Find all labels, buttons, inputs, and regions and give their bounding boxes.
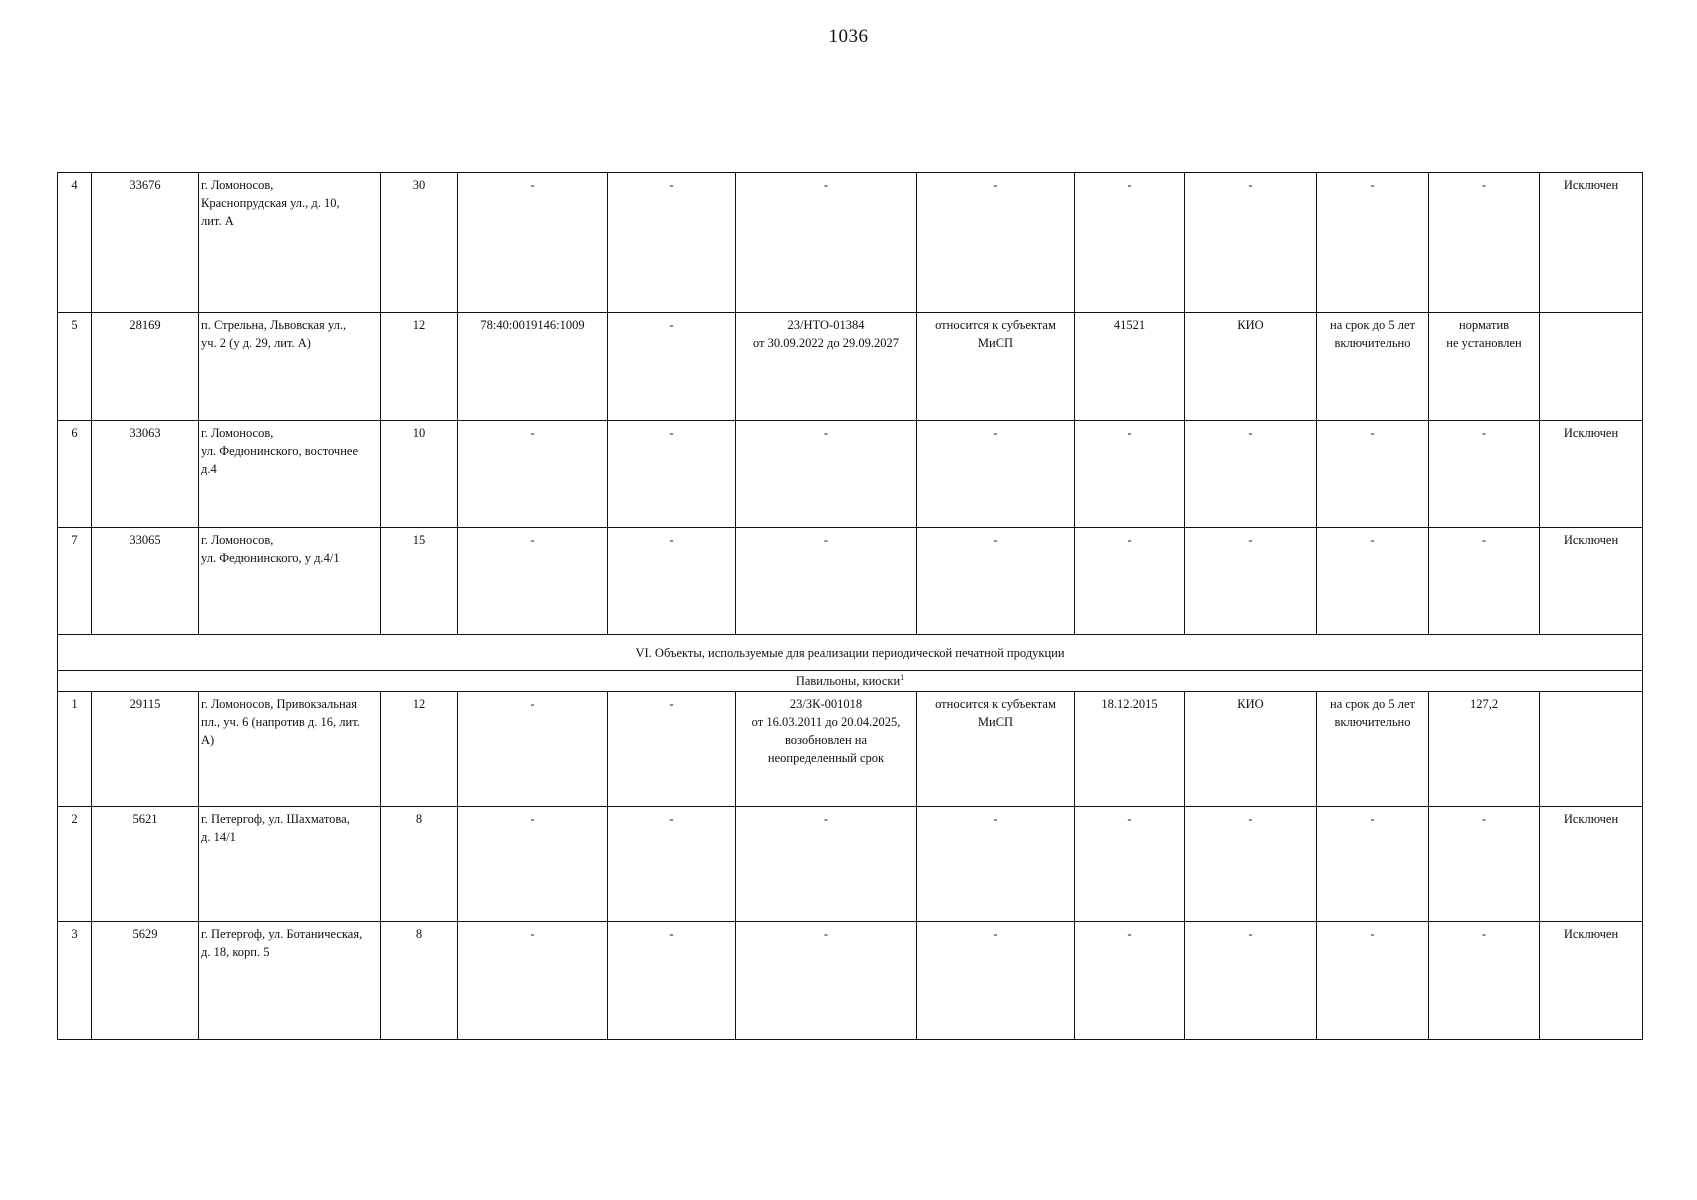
note-cell: [1540, 692, 1643, 807]
object-id-cell: 33676: [92, 173, 199, 313]
norm-cell: норматив не установлен: [1429, 313, 1540, 421]
subsection-row: [58, 671, 1643, 692]
object-id-cell: 29115: [92, 692, 199, 807]
registry-table: [57, 172, 1643, 1040]
section-row: [58, 635, 1643, 671]
table-row: [58, 528, 1643, 635]
note-cell: Исключен: [1540, 922, 1643, 1040]
area-cell: 12: [381, 692, 458, 807]
area-cell: 8: [381, 807, 458, 922]
contract-cell: -: [736, 807, 917, 922]
category-cell: -: [917, 807, 1075, 922]
note-cell: Исключен: [1540, 421, 1643, 528]
area-cell: 15: [381, 528, 458, 635]
term-cell: -: [1317, 173, 1429, 313]
table-row: [58, 173, 1643, 313]
registry-table-body: [58, 173, 1643, 1040]
object-id-cell: 33063: [92, 421, 199, 528]
authority-cell: КИО: [1185, 692, 1317, 807]
date-cell: 41521: [1075, 313, 1185, 421]
norm-cell: -: [1429, 922, 1540, 1040]
contract-cell: -: [736, 421, 917, 528]
term-cell: -: [1317, 421, 1429, 528]
date-cell: -: [1075, 173, 1185, 313]
contract-cell: 23/ЗК-001018 от 16.03.2011 до 20.04.2025, возобновлен на неопределенный срок: [736, 692, 917, 807]
contract-cell: -: [736, 922, 917, 1040]
table-row: [58, 807, 1643, 922]
column-6-cell: -: [608, 922, 736, 1040]
norm-cell: 127,2: [1429, 692, 1540, 807]
date-cell: -: [1075, 922, 1185, 1040]
row-number-cell: 3: [58, 922, 92, 1040]
table-row: [58, 421, 1643, 528]
column-6-cell: -: [608, 692, 736, 807]
date-cell: -: [1075, 421, 1185, 528]
term-cell: на срок до 5 лет включительно: [1317, 692, 1429, 807]
term-cell: на срок до 5 лет включительно: [1317, 313, 1429, 421]
column-6-cell: -: [608, 313, 736, 421]
date-cell: -: [1075, 807, 1185, 922]
category-cell: -: [917, 173, 1075, 313]
area-cell: 8: [381, 922, 458, 1040]
norm-cell: -: [1429, 528, 1540, 635]
term-cell: -: [1317, 922, 1429, 1040]
category-cell: -: [917, 528, 1075, 635]
address-cell: г. Ломоносов, ул. Федюнинского, восточнее д.4: [199, 421, 381, 528]
cadastral-number-cell: -: [458, 807, 608, 922]
note-cell: [1540, 313, 1643, 421]
row-number-cell: 5: [58, 313, 92, 421]
note-cell: Исключен: [1540, 528, 1643, 635]
term-cell: -: [1317, 807, 1429, 922]
norm-cell: -: [1429, 173, 1540, 313]
contract-cell: -: [736, 173, 917, 313]
term-cell: -: [1317, 528, 1429, 635]
note-cell: Исключен: [1540, 807, 1643, 922]
authority-cell: -: [1185, 528, 1317, 635]
norm-cell: -: [1429, 807, 1540, 922]
row-number-cell: 1: [58, 692, 92, 807]
authority-cell: -: [1185, 807, 1317, 922]
object-id-cell: 5621: [92, 807, 199, 922]
row-number-cell: 7: [58, 528, 92, 635]
section-title: VI. Объекты, используемые для реализации периодической печатной продукции: [58, 635, 1643, 671]
address-cell: г. Ломоносов, ул. Федюнинского, у д.4/1: [199, 528, 381, 635]
cadastral-number-cell: -: [458, 528, 608, 635]
address-cell: г. Петергоф, ул. Шахматова, д. 14/1: [199, 807, 381, 922]
cadastral-number-cell: -: [458, 173, 608, 313]
object-id-cell: 5629: [92, 922, 199, 1040]
authority-cell: -: [1185, 173, 1317, 313]
row-number-cell: 4: [58, 173, 92, 313]
page-number: 1036: [828, 26, 869, 47]
address-cell: г. Ломоносов, Краснопрудская ул., д. 10, лит. А: [199, 173, 381, 313]
object-id-cell: 28169: [92, 313, 199, 421]
row-number-cell: 6: [58, 421, 92, 528]
table-row: [58, 692, 1643, 807]
note-cell: Исключен: [1540, 173, 1643, 313]
row-number-cell: 2: [58, 807, 92, 922]
date-cell: 18.12.2015: [1075, 692, 1185, 807]
authority-cell: КИО: [1185, 313, 1317, 421]
column-6-cell: -: [608, 421, 736, 528]
column-6-cell: -: [608, 528, 736, 635]
authority-cell: -: [1185, 922, 1317, 1040]
address-cell: г. Петергоф, ул. Ботаническая, д. 18, корп. 5: [199, 922, 381, 1040]
date-cell: -: [1075, 528, 1185, 635]
table-row: [58, 313, 1643, 421]
column-6-cell: -: [608, 173, 736, 313]
column-6-cell: -: [608, 807, 736, 922]
authority-cell: -: [1185, 421, 1317, 528]
category-cell: -: [917, 421, 1075, 528]
address-cell: г. Ломоносов, Привокзальная пл., уч. 6 (напротив д. 16, лит. А): [199, 692, 381, 807]
cadastral-number-cell: -: [458, 421, 608, 528]
area-cell: 30: [381, 173, 458, 313]
footnote-marker: 1: [900, 672, 905, 682]
category-cell: -: [917, 922, 1075, 1040]
contract-cell: -: [736, 528, 917, 635]
table-row: [58, 922, 1643, 1040]
area-cell: 10: [381, 421, 458, 528]
contract-cell: 23/НТО-01384 от 30.09.2022 до 29.09.2027: [736, 313, 917, 421]
area-cell: 12: [381, 313, 458, 421]
cadastral-number-cell: -: [458, 922, 608, 1040]
category-cell: относится к субъектам МиСП: [917, 313, 1075, 421]
cadastral-number-cell: 78:40:0019146:1009: [458, 313, 608, 421]
category-cell: относится к субъектам МиСП: [917, 692, 1075, 807]
norm-cell: -: [1429, 421, 1540, 528]
subsection-title: Павильоны, киоски: [795, 674, 901, 688]
object-id-cell: 33065: [92, 528, 199, 635]
subsection-cell: [58, 671, 1643, 692]
cadastral-number-cell: -: [458, 692, 608, 807]
address-cell: п. Стрельна, Львовская ул., уч. 2 (у д. 29, лит. А): [199, 313, 381, 421]
